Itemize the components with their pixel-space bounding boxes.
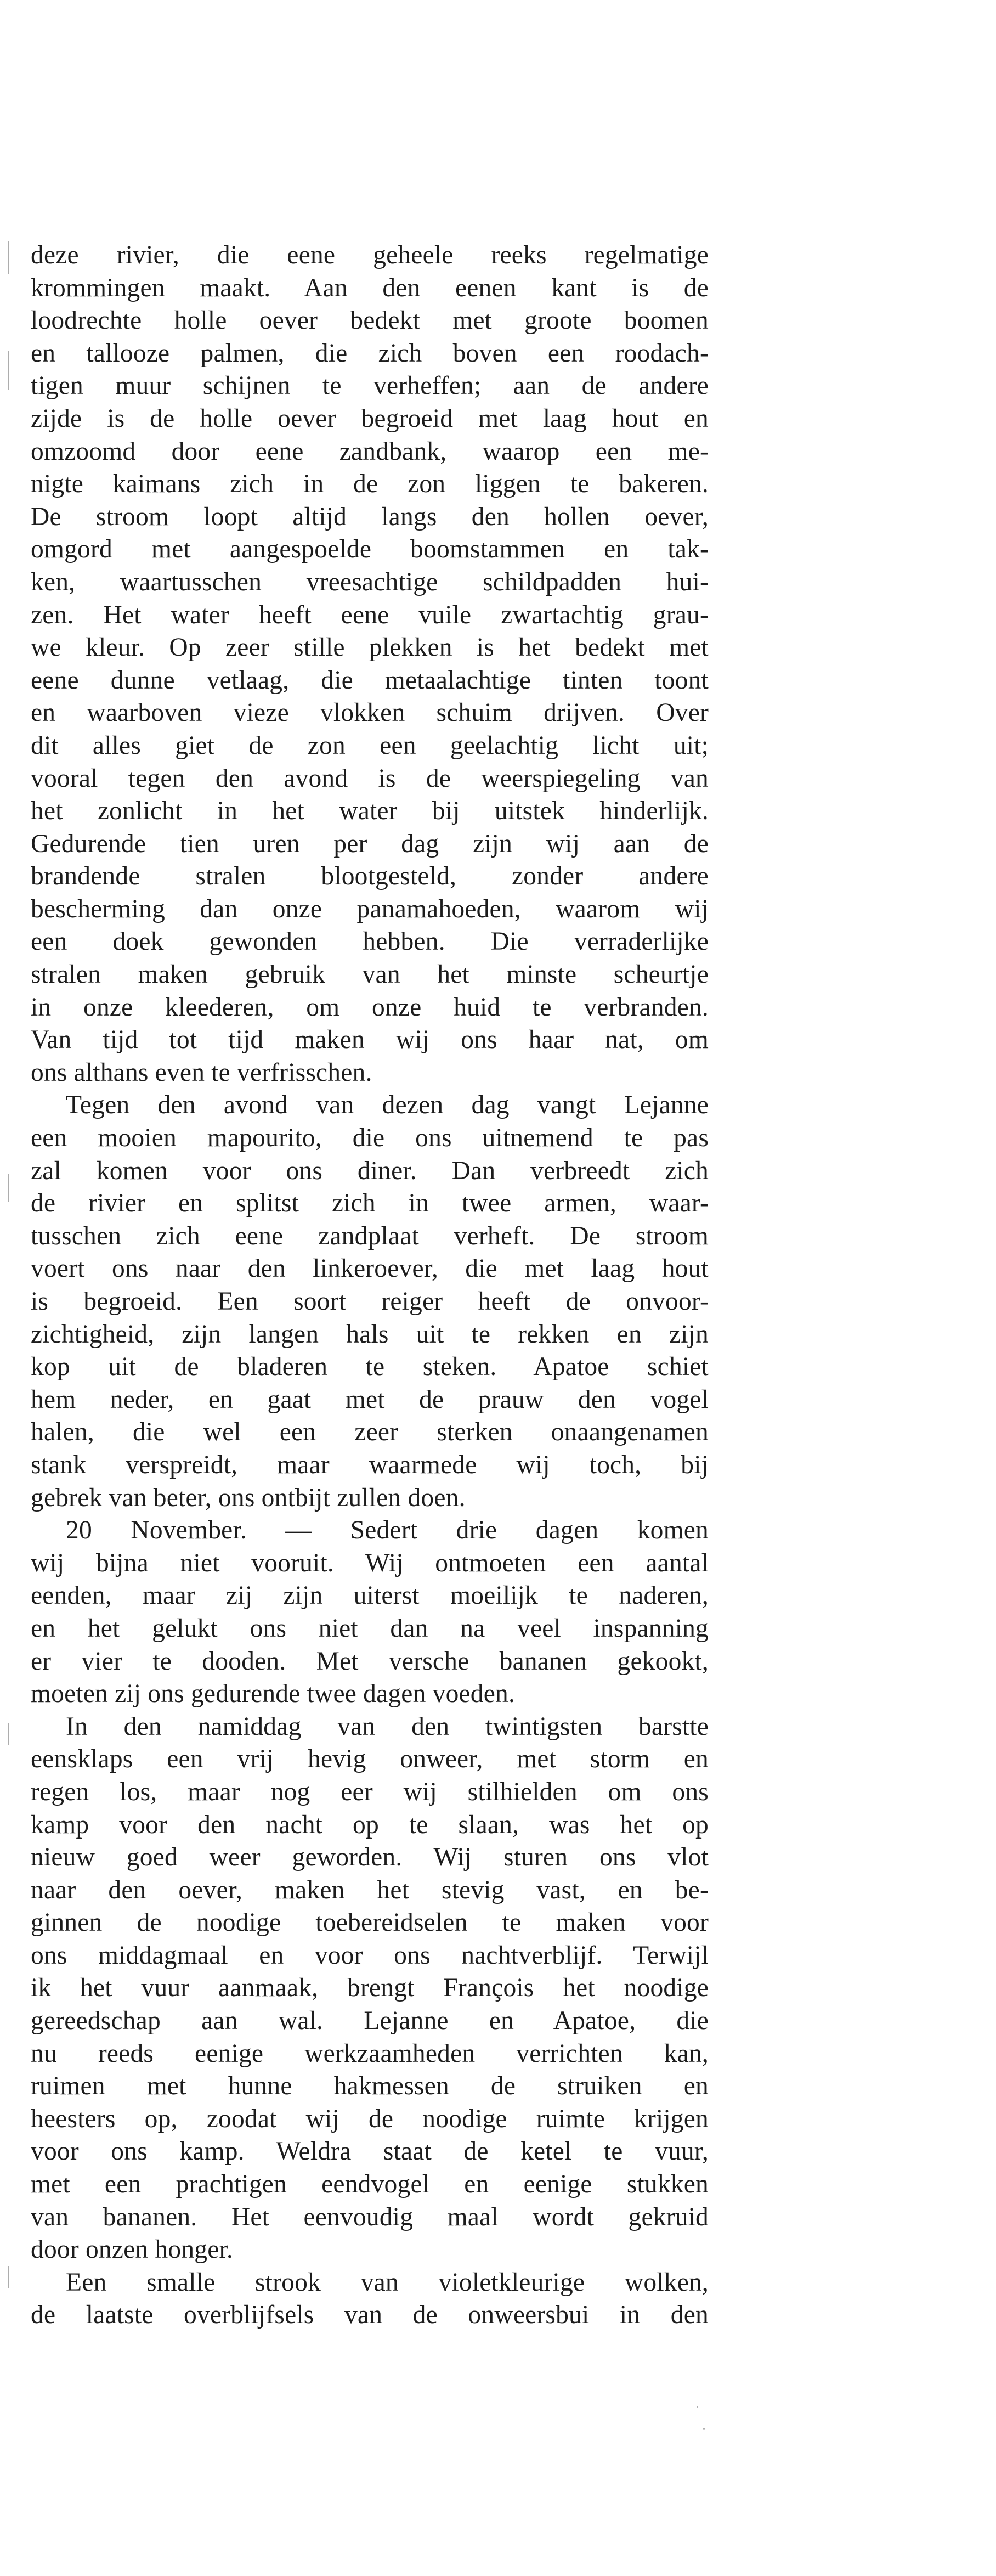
text-line: eenden, maar zij zijn uiterst moeilijk te naderen, xyxy=(31,1581,709,1610)
text-line: zen. Het water heeft eene vuile zwartachtig grau- xyxy=(31,600,709,629)
text-line: heesters op, zoodat wij de noodige ruimte krijgen xyxy=(31,2104,709,2133)
paragraph-first-line: Een smalle strook van violetkleurige wolken, xyxy=(66,2268,709,2297)
text-line: ruimen met hunne hakmessen de struiken en xyxy=(31,2072,709,2101)
text-line: vooral tegen den avond is de weerspiegeling van xyxy=(31,764,709,793)
text-line: en tallooze palmen, die zich boven een roodach- xyxy=(31,339,709,368)
margin-rule-mark xyxy=(8,351,9,390)
text-line: zijde is de holle oever begroeid met laag hout en xyxy=(31,404,709,433)
text-line: tusschen zich eene zandplaat verheft. De stroom xyxy=(31,1221,709,1250)
text-line: kop uit de bladeren te steken. Apatoe schiet xyxy=(31,1352,709,1382)
text-line: stralen maken gebruik van het minste scheurtje xyxy=(31,960,709,989)
text-line: naar den oever, maken het stevig vast, en be- xyxy=(31,1875,709,1904)
text-line: kamp voor den nacht op te slaan, was het op xyxy=(31,1810,709,1839)
print-speck xyxy=(697,2406,698,2408)
text-line: hem neder, en gaat met de prauw den vogel xyxy=(31,1385,709,1414)
margin-rule-mark xyxy=(8,241,9,274)
text-line: wij bijna niet vooruit. Wij ontmoeten een aantal xyxy=(31,1548,709,1577)
text-line: tigen muur schijnen te verheffen; aan de andere xyxy=(31,371,709,401)
paragraph-first-line: Tegen den avond van dezen dag vangt Lejanne xyxy=(66,1091,709,1120)
margin-rule-mark xyxy=(8,1174,9,1202)
text-line: met een prachtigen eendvogel en eenige stukken xyxy=(31,2170,709,2199)
text-line: en waarboven vieze vlokken schuim drijven. Over xyxy=(31,698,709,728)
text-line: in onze kleederen, om onze huid te verbranden. xyxy=(31,993,709,1022)
text-line: loodrechte holle oever bedekt met groote boomen xyxy=(31,306,709,335)
margin-rule-mark xyxy=(8,1723,9,1745)
text-line: voor ons kamp. Weldra staat de ketel te vuur, xyxy=(31,2137,709,2166)
dated-entry-heading-line: 20 November. — Sedert drie dagen komen xyxy=(66,1516,709,1545)
text-line: deze rivier, die eene geheele reeks regelmatige xyxy=(31,241,709,269)
paragraph-last-line: door onzen honger. xyxy=(31,2235,233,2264)
text-line: ons middagmaal en voor ons nachtverblijf. Terwijl xyxy=(31,1941,709,1970)
text-line: ik het vuur aanmaak, brengt François het noodige xyxy=(31,1974,709,2003)
text-line: een mooien mapourito, die ons uitnemend te pas xyxy=(31,1124,709,1153)
paragraph-last-line: gebrek van beter, ons ontbijt zullen doen. xyxy=(31,1483,466,1512)
text-line: ken, waartusschen vreesachtige schildpadden hui- xyxy=(31,567,709,596)
text-line: de rivier en splitst zich in twee armen, waar- xyxy=(31,1189,709,1218)
text-line: er vier te dooden. Met versche bananen gekookt, xyxy=(31,1647,709,1676)
text-line: zal komen voor ons diner. Dan verbreedt zich xyxy=(31,1156,709,1185)
text-line: eene dunne vetlaag, die metaalachtige tinten toont xyxy=(31,666,709,695)
text-line: krommingen maakt. Aan den eenen kant is de xyxy=(31,273,709,302)
text-line: bescherming dan onze panamahoeden, waarom wij xyxy=(31,894,709,923)
text-line: nu reeds eenige werkzaamheden verrichten kan, xyxy=(31,2039,709,2068)
text-line: dit alles giet de zon een geelachtig licht uit; xyxy=(31,731,709,760)
text-line: van bananen. Het eenvoudig maal wordt gekruid xyxy=(31,2202,709,2231)
margin-rule-mark xyxy=(8,2266,9,2288)
text-line: voert ons naar den linkeroever, die met laag hout xyxy=(31,1254,709,1283)
text-line: eensklaps een vrij hevig onweer, met storm en xyxy=(31,1745,709,1774)
text-line: het zonlicht in het water bij uitstek hinderlijk. xyxy=(31,797,709,826)
text-line: regen los, maar nog eer wij stilhielden om ons xyxy=(31,1777,709,1806)
text-line: nieuw goed weer geworden. Wij sturen ons vlot xyxy=(31,1843,709,1872)
text-line: gereedschap aan wal. Lejanne en Apatoe, die xyxy=(31,2006,709,2036)
text-line: zichtigheid, zijn langen hals uit te rekken en zijn xyxy=(31,1320,709,1349)
print-speck xyxy=(703,2428,705,2430)
paragraph-last-line: moeten zij ons gedurende twee dagen voeden. xyxy=(31,1679,516,1709)
text-line: we kleur. Op zeer stille plekken is het bedekt met xyxy=(31,633,709,662)
paragraph-last-line: ons althans even te verfrisschen. xyxy=(31,1058,372,1087)
text-line: omgord met aangespoelde boomstammen en tak- xyxy=(31,535,709,564)
text-line: nigte kaimans zich in de zon liggen te bakeren. xyxy=(31,470,709,499)
text-line: ginnen de noodige toebereidselen te maken voor xyxy=(31,1908,709,1937)
paragraph-first-line: In den namiddag van den twintigsten barstte xyxy=(66,1712,709,1741)
text-line: halen, die wel een zeer sterken onaangenamen xyxy=(31,1418,709,1447)
text-line: is begroeid. Een soort reiger heeft de onvoor- xyxy=(31,1287,709,1316)
body-text xyxy=(31,239,709,2332)
text-line: De stroom loopt altijd langs den hollen oever, xyxy=(31,502,709,531)
text-line: Gedurende tien uren per dag zijn wij aan de xyxy=(31,829,709,858)
text-line: en het gelukt ons niet dan na veel inspanning xyxy=(31,1614,709,1643)
text-line: brandende stralen blootgesteld, zonder andere xyxy=(31,862,709,891)
text-line: stank verspreidt, maar waarmede wij toch, bij xyxy=(31,1450,709,1479)
text-line: een doek gewonden hebben. Die verraderlijke xyxy=(31,927,709,956)
text-line: omzoomd door eene zandbank, waarop een me- xyxy=(31,437,709,466)
text-line: de laatste overblijfsels van de onweersbui in den xyxy=(31,2301,709,2330)
text-line: Van tijd tot tijd maken wij ons haar nat, om xyxy=(31,1025,709,1055)
